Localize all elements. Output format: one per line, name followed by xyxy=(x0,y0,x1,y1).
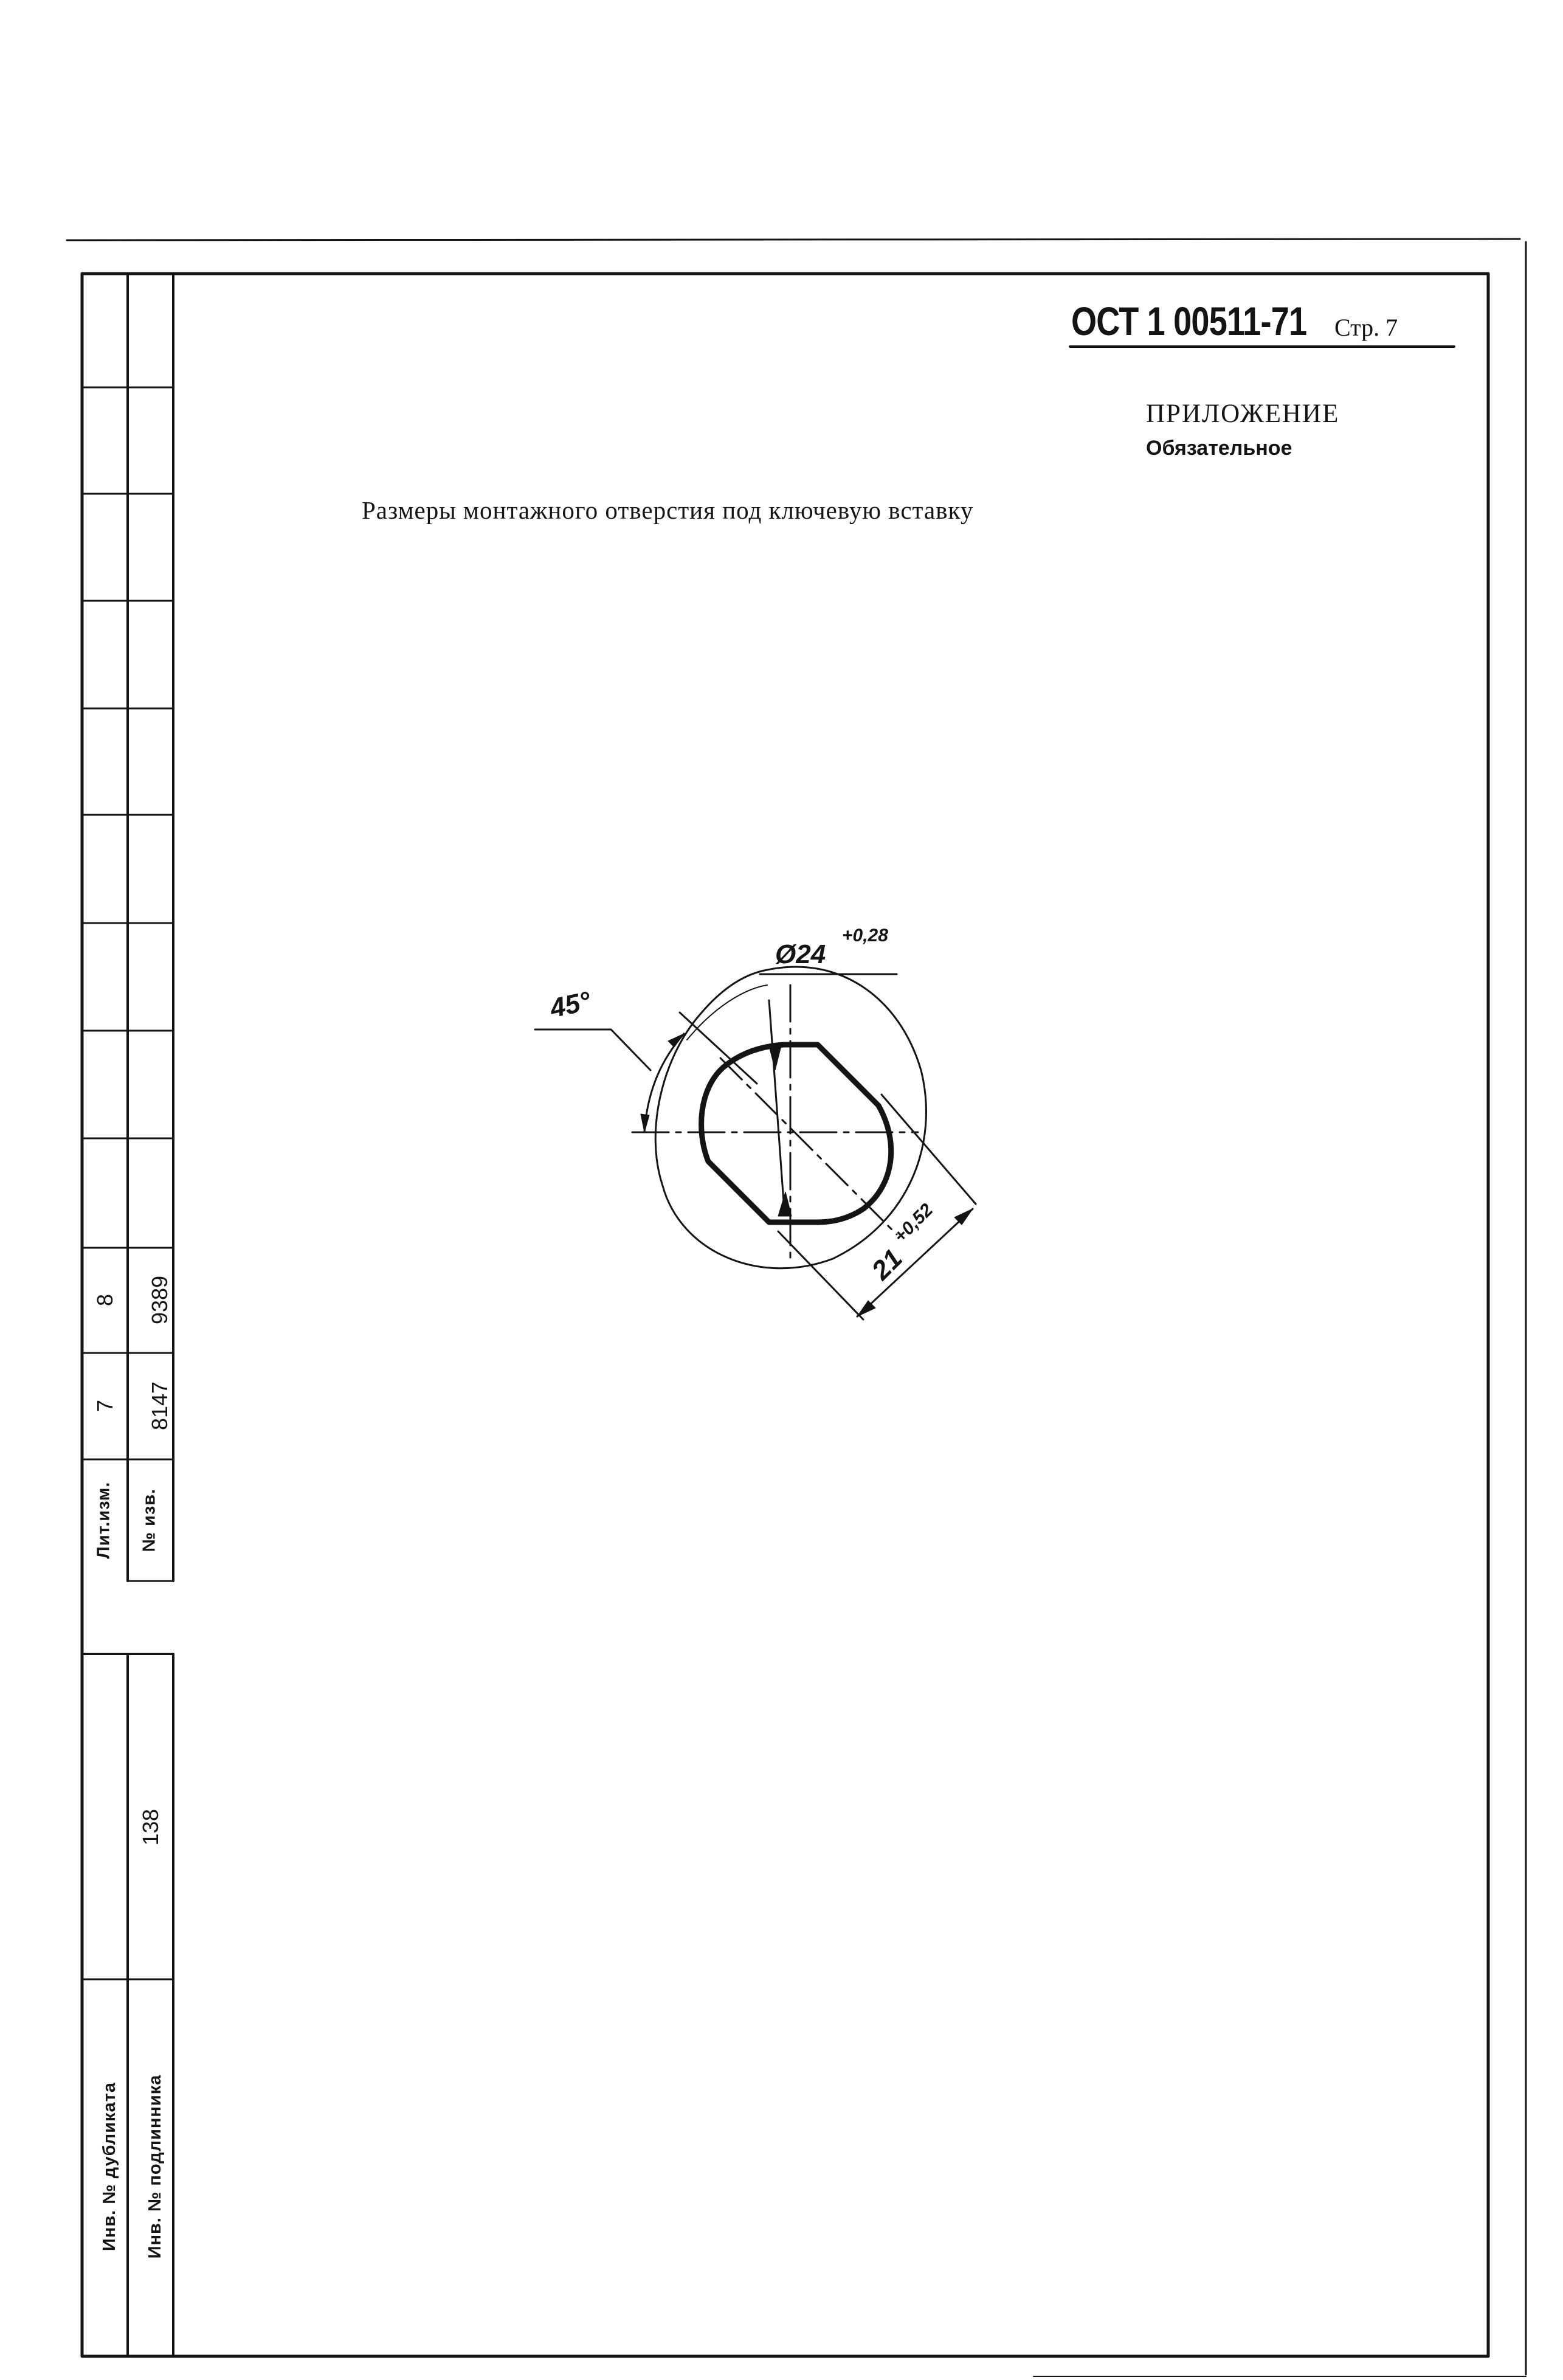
revision-letter-8: 8 xyxy=(92,1293,117,1307)
width-dimension: 21 xyxy=(866,1244,908,1286)
revision-number-9389: 9389 xyxy=(147,1275,172,1325)
original-inventory-value: 138 xyxy=(138,1808,163,1846)
figure-caption: Размеры монтажного отверстия под ключевую вставку xyxy=(362,496,974,524)
page-label: Стр. 7 xyxy=(1334,314,1398,341)
appendix-title: ПРИЛОЖЕНИЕ xyxy=(1146,400,1340,428)
revision-letter-7: 7 xyxy=(92,1399,117,1413)
original-inventory-label: Инв. № подлинника xyxy=(145,2074,165,2259)
document-code: ОСТ 1 00511-71 xyxy=(1071,299,1307,344)
angle-dimension: 45° xyxy=(547,986,593,1024)
diameter-dimension: Ø24 xyxy=(775,939,826,969)
revision-number-8147: 8147 xyxy=(147,1381,172,1431)
top-rule xyxy=(67,239,1520,240)
main-frame xyxy=(82,274,1488,2356)
width-tolerance: +0,52 xyxy=(890,1200,937,1247)
diameter-tolerance: +0,28 xyxy=(842,925,888,946)
revision-number-label: № изв. xyxy=(139,1488,159,1552)
appendix-status: Обязательное xyxy=(1146,437,1292,460)
hole-drawing xyxy=(535,967,976,1320)
duplicate-inventory-label: Инв. № дубликата xyxy=(100,2082,119,2251)
revision-letter-label: Лит.изм. xyxy=(94,1481,114,1559)
